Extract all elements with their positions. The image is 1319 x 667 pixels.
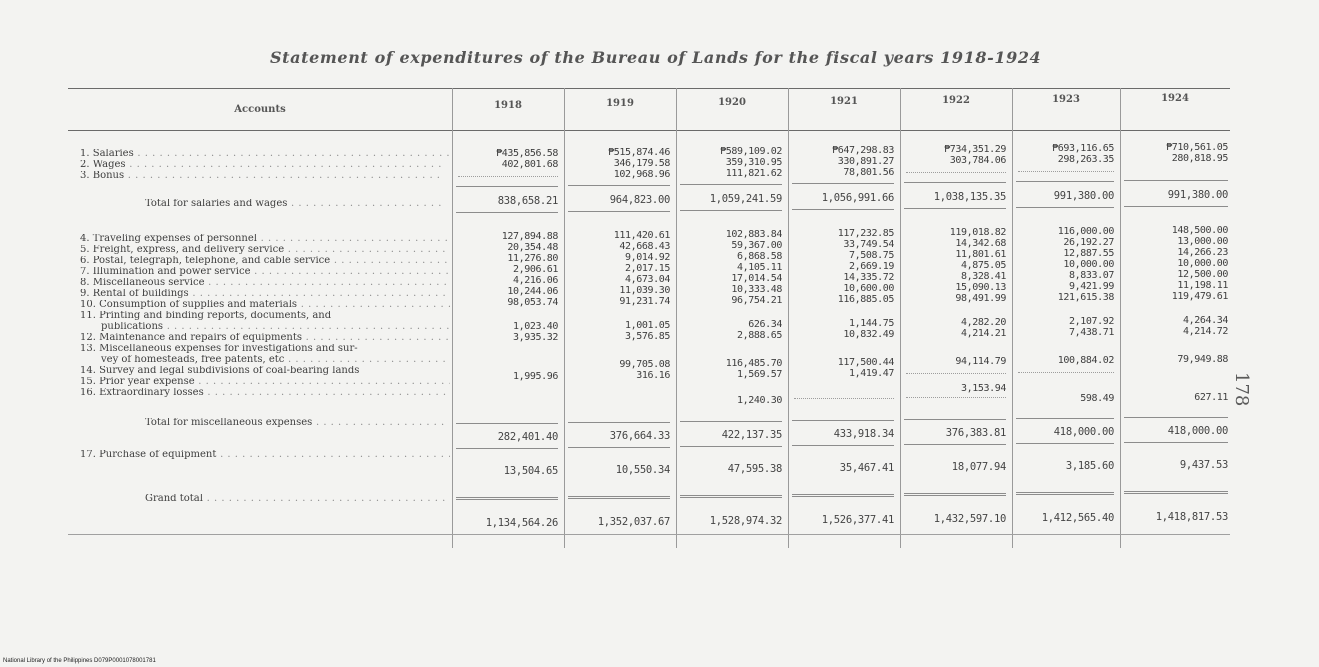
cell-printing: 1,001.05 xyxy=(625,320,670,331)
subtotal-rule xyxy=(456,448,558,449)
cell-freight: 20,354.48 xyxy=(507,242,558,253)
cell-rental: 9,421.99 xyxy=(1069,281,1114,292)
grand-total-label: Grand total . . . xyxy=(145,494,445,504)
page-number: 178 xyxy=(1231,372,1252,407)
subtotal-rule xyxy=(568,496,670,497)
cell-freight: 33,749.54 xyxy=(843,239,894,250)
cell-wages: 280,818.95 xyxy=(1171,153,1228,164)
account-label-maintenance: 12. Maintenance and repairs of equipments . . . xyxy=(80,333,450,343)
subtotal-rule xyxy=(792,209,894,210)
cell-travel: 148,500.00 xyxy=(1171,225,1228,236)
cell-survey: 1,995.96 xyxy=(513,371,558,382)
cell-rental: 15,090.13 xyxy=(955,282,1006,293)
cell-empty-rule xyxy=(458,176,558,177)
cell-prior-year: 627.11 xyxy=(1194,392,1228,403)
cell-empty-rule xyxy=(906,172,1006,173)
account-label-salaries: 1. Salaries . . . xyxy=(80,149,450,159)
subtotal-rule xyxy=(1016,181,1114,182)
footer-text: National Library of the Philippines D079P0001078001781 xyxy=(3,658,156,664)
cell-travel: 111,420.61 xyxy=(613,230,670,241)
cell-total-misc: 418,000.00 xyxy=(1167,425,1228,437)
cell-supplies: 119,479.61 xyxy=(1171,291,1228,302)
subtotal-rule xyxy=(1016,492,1114,493)
subtotal-rule xyxy=(1124,442,1228,443)
subtotal-rule xyxy=(1124,180,1228,181)
cell-total-salaries: 964,823.00 xyxy=(609,194,670,206)
subtotal-rule xyxy=(1016,443,1114,444)
subtotal-rule xyxy=(456,212,558,213)
subtotal-rule xyxy=(904,182,1006,183)
cell-total-salaries: 1,038,135.35 xyxy=(933,191,1006,203)
cell-printing: 2,107.92 xyxy=(1069,316,1114,327)
subtotal-rule xyxy=(680,184,782,185)
cell-travel: 102,883.84 xyxy=(725,229,782,240)
cell-investigations: 116,485.70 xyxy=(725,358,782,369)
cell-illumination: 10,000.00 xyxy=(1177,258,1228,269)
subtotal-rule xyxy=(1016,418,1114,419)
cell-freight: 42,668.43 xyxy=(619,241,670,252)
total-misc-label: Total for miscellaneous expenses . . . xyxy=(145,418,445,428)
account-label-supplies: 10. Consumption of supplies and materials . . . xyxy=(80,300,450,310)
cell-equipment: 10,550.34 xyxy=(615,464,670,476)
account-label-misc-service: 8. Miscellaneous service . . . xyxy=(80,278,450,288)
cell-survey: 1,569.57 xyxy=(737,369,782,380)
cell-supplies: 98,491.99 xyxy=(955,293,1006,304)
cell-total-salaries: 991,380.00 xyxy=(1053,190,1114,202)
cell-total-salaries: 1,059,241.59 xyxy=(709,193,782,205)
header-bottom-rule xyxy=(68,130,1230,131)
cell-postal: 7,508.75 xyxy=(849,250,894,261)
cell-misc-service: 17,014.54 xyxy=(731,273,782,284)
account-label-illumination: 7. Illumination and power service . . . xyxy=(80,267,450,277)
account-label-survey: 14. Survey and legal subdivisions of coal-bearing lands xyxy=(80,366,360,376)
cell-empty-rule xyxy=(1018,171,1114,172)
cell-investigations: 94,114.79 xyxy=(955,356,1006,367)
subtotal-rule xyxy=(456,423,558,424)
cell-illumination: 10,000.00 xyxy=(1063,259,1114,270)
subtotal-rule xyxy=(680,495,782,496)
cell-travel: 117,232.85 xyxy=(837,228,894,239)
account-label-prior-year: 15. Prior year expense . . . xyxy=(80,377,450,387)
cell-empty-rule xyxy=(906,397,1006,398)
cell-maintenance: 2,888.65 xyxy=(737,330,782,341)
subtotal-rule xyxy=(456,497,558,498)
cell-supplies: 116,885.05 xyxy=(837,294,894,305)
cell-illumination: 4,105.11 xyxy=(737,262,782,273)
cell-empty-rule xyxy=(906,373,1006,374)
subtotal-rule xyxy=(792,420,894,421)
cell-travel: 116,000.00 xyxy=(1057,226,1114,237)
cell-salaries: ₱647,298.83 xyxy=(832,145,894,156)
cell-misc-service: 14,335.72 xyxy=(843,272,894,283)
subtotal-rule xyxy=(568,498,670,499)
cell-wages: 402,801.68 xyxy=(501,159,558,170)
account-label-rental: 9. Rental of buildings . . . xyxy=(80,289,450,299)
cell-maintenance: 4,214.21 xyxy=(961,328,1006,339)
document-title: Statement of expenditures of the Bureau of Lands for the fiscal years 1918-1924 xyxy=(270,48,1042,67)
cell-supplies: 96,754.21 xyxy=(731,295,782,306)
cell-equipment: 13,504.65 xyxy=(503,465,558,477)
cell-rental: 10,333.48 xyxy=(731,284,782,295)
cell-wages: 303,784.06 xyxy=(949,155,1006,166)
cell-salaries: ₱589,109.02 xyxy=(720,146,782,157)
cell-survey: 1,419.47 xyxy=(849,368,894,379)
cell-illumination: 2,669.19 xyxy=(849,261,894,272)
cell-total-misc: 282,401.40 xyxy=(497,431,558,443)
header-year: 1919 xyxy=(606,98,634,109)
cell-postal: 14,266.23 xyxy=(1177,247,1228,258)
subtotal-rule xyxy=(568,447,670,448)
cell-equipment: 35,467.41 xyxy=(839,462,894,474)
header-year: 1921 xyxy=(830,96,858,107)
column-divider xyxy=(452,88,453,548)
account-label-investigations: 13. Miscellaneous expenses for investigations and sur- xyxy=(80,344,358,354)
cell-travel: 127,894.88 xyxy=(501,231,558,242)
cell-freight: 59,367.00 xyxy=(731,240,782,251)
cell-total-misc: 418,000.00 xyxy=(1053,426,1114,438)
cell-prior-year: 3,153.94 xyxy=(961,383,1006,394)
account-label-extraordinary: 16. Extraordinary losses . . . xyxy=(80,388,450,398)
cell-wages: 359,310.95 xyxy=(725,157,782,168)
table-bottom-rule xyxy=(68,534,1230,535)
subtotal-rule xyxy=(680,497,782,498)
cell-postal: 11,801.61 xyxy=(955,249,1006,260)
cell-maintenance: 10,832.49 xyxy=(843,329,894,340)
cell-salaries: ₱693,116.65 xyxy=(1052,143,1114,154)
cell-total-salaries: 838,658.21 xyxy=(497,195,558,207)
cell-total-misc: 376,383.81 xyxy=(945,427,1006,439)
cell-grand-total: 1,418,817.53 xyxy=(1155,511,1228,523)
header-year: 1923 xyxy=(1052,94,1080,105)
subtotal-rule xyxy=(456,186,558,187)
cell-rental: 10,244.06 xyxy=(507,286,558,297)
cell-total-misc: 422,137.35 xyxy=(721,429,782,441)
cell-freight: 13,000.00 xyxy=(1177,236,1228,247)
cell-printing: 1,144.75 xyxy=(849,318,894,329)
subtotal-rule xyxy=(792,445,894,446)
cell-bonus: 111,821.62 xyxy=(725,168,782,179)
subtotal-rule xyxy=(680,446,782,447)
cell-maintenance: 3,576.85 xyxy=(625,331,670,342)
cell-investigations: 100,884.02 xyxy=(1057,355,1114,366)
account-label-traveling: 4. Traveling expenses of personnel . . . xyxy=(80,234,450,244)
cell-investigations: 99,705.08 xyxy=(619,359,670,370)
subtotal-rule xyxy=(904,495,1006,496)
cell-misc-service: 4,673.04 xyxy=(625,274,670,285)
cell-prior-year: 598.49 xyxy=(1080,393,1114,404)
column-divider xyxy=(1012,88,1013,548)
subtotal-rule xyxy=(904,493,1006,494)
subtotal-rule xyxy=(568,185,670,186)
account-label-printing-cont: publications . . . xyxy=(80,322,450,332)
cell-printing: 1,023.40 xyxy=(513,321,558,332)
header-year: 1918 xyxy=(494,100,522,111)
cell-rental: 10,600.00 xyxy=(843,283,894,294)
account-label-freight: 5. Freight, express, and delivery service . . . xyxy=(80,245,450,255)
cell-misc-service: 8,328.41 xyxy=(961,271,1006,282)
cell-total-salaries: 1,056,991.66 xyxy=(821,192,894,204)
header-year: 1924 xyxy=(1161,93,1189,104)
cell-investigations: 79,949.88 xyxy=(1177,354,1228,365)
cell-wages: 298,263.35 xyxy=(1057,154,1114,165)
cell-empty-rule xyxy=(794,398,894,399)
cell-grand-total: 1,134,564.26 xyxy=(485,517,558,529)
cell-equipment: 18,077.94 xyxy=(951,461,1006,473)
cell-misc-service: 4,216.06 xyxy=(513,275,558,286)
cell-maintenance: 3,935.32 xyxy=(513,332,558,343)
cell-grand-total: 1,526,377.41 xyxy=(821,514,894,526)
cell-supplies: 98,053.74 xyxy=(507,297,558,308)
cell-wages: 330,891.27 xyxy=(837,156,894,167)
account-label-bonus: 3. Bonus . . . xyxy=(80,171,450,181)
subtotal-rule xyxy=(1016,494,1114,495)
cell-illumination: 2,017.15 xyxy=(625,263,670,274)
cell-printing: 4,264.34 xyxy=(1183,315,1228,326)
cell-postal: 11,276.80 xyxy=(507,253,558,264)
header-accounts: Accounts xyxy=(234,104,286,115)
column-divider xyxy=(788,88,789,548)
cell-supplies: 91,231.74 xyxy=(619,296,670,307)
subtotal-rule xyxy=(1016,207,1114,208)
cell-extraordinary: 1,240.30 xyxy=(737,395,782,406)
cell-illumination: 4,875.05 xyxy=(961,260,1006,271)
cell-total-misc: 433,918.34 xyxy=(833,428,894,440)
cell-rental: 11,198.11 xyxy=(1177,280,1228,291)
cell-misc-service: 8,833.07 xyxy=(1069,270,1114,281)
subtotal-rule xyxy=(792,494,894,495)
column-divider xyxy=(564,88,565,548)
subtotal-rule xyxy=(904,208,1006,209)
cell-maintenance: 7,438.71 xyxy=(1069,327,1114,338)
cell-postal: 12,887.55 xyxy=(1063,248,1114,259)
cell-survey: 316.16 xyxy=(636,370,670,381)
column-divider xyxy=(1120,88,1121,548)
cell-freight: 14,342.68 xyxy=(955,238,1006,249)
header-year: 1922 xyxy=(942,95,970,106)
subtotal-rule xyxy=(904,419,1006,420)
subtotal-rule xyxy=(568,211,670,212)
table-top-rule xyxy=(68,88,1230,89)
cell-maintenance: 4,214.72 xyxy=(1183,326,1228,337)
cell-salaries: ₱515,874.46 xyxy=(608,147,670,158)
cell-empty-rule xyxy=(1018,372,1114,373)
account-label-equipment: 17. Purchase of equipment . . . xyxy=(80,450,450,460)
account-label-printing: 11. Printing and binding reports, documents, and xyxy=(80,311,332,321)
cell-postal: 6,868.58 xyxy=(737,251,782,262)
cell-wages: 346,179.58 xyxy=(613,158,670,169)
cell-grand-total: 1,412,565.40 xyxy=(1041,512,1114,524)
cell-grand-total: 1,352,037.67 xyxy=(597,516,670,528)
cell-printing: 626.34 xyxy=(748,319,782,330)
cell-supplies: 121,615.38 xyxy=(1057,292,1114,303)
cell-total-salaries: 991,380.00 xyxy=(1167,189,1228,201)
account-label-wages: 2. Wages . . . xyxy=(80,160,450,170)
subtotal-rule xyxy=(456,499,558,500)
column-divider xyxy=(900,88,901,548)
subtotal-rule xyxy=(568,422,670,423)
cell-illumination: 2,906.61 xyxy=(513,264,558,275)
cell-equipment: 9,437.53 xyxy=(1179,459,1228,471)
cell-grand-total: 1,528,974.32 xyxy=(709,515,782,527)
cell-misc-service: 12,500.00 xyxy=(1177,269,1228,280)
subtotal-rule xyxy=(1124,491,1228,492)
subtotal-rule xyxy=(1124,493,1228,494)
subtotal-rule xyxy=(792,496,894,497)
subtotal-rule xyxy=(904,444,1006,445)
cell-travel: 119,018.82 xyxy=(949,227,1006,238)
account-label-investigations-cont: vey of homesteads, free patents, etc . . . xyxy=(80,355,450,365)
cell-bonus: 78,801.56 xyxy=(843,167,894,178)
account-label-postal: 6. Postal, telegraph, telephone, and cable service . . . xyxy=(80,256,450,266)
subtotal-rule xyxy=(1124,206,1228,207)
subtotal-rule xyxy=(680,421,782,422)
cell-salaries: ₱710,561.05 xyxy=(1166,142,1228,153)
cell-rental: 11,039.30 xyxy=(619,285,670,296)
subtotal-rule xyxy=(680,210,782,211)
cell-equipment: 47,595.38 xyxy=(727,463,782,475)
cell-freight: 26,192.27 xyxy=(1063,237,1114,248)
cell-bonus: 102,968.96 xyxy=(613,169,670,180)
cell-investigations: 117,500.44 xyxy=(837,357,894,368)
column-divider xyxy=(676,88,677,548)
cell-postal: 9,014.92 xyxy=(625,252,670,263)
subtotal-rule xyxy=(792,183,894,184)
cell-salaries: ₱734,351.29 xyxy=(944,144,1006,155)
subtotal-rule xyxy=(1124,417,1228,418)
cell-salaries: ₱435,856.58 xyxy=(496,148,558,159)
cell-equipment: 3,185.60 xyxy=(1065,460,1114,472)
header-year: 1920 xyxy=(718,97,746,108)
total-salaries-label: Total for salaries and wages . . . xyxy=(145,199,445,209)
cell-grand-total: 1,432,597.10 xyxy=(933,513,1006,525)
cell-printing: 4,282.20 xyxy=(961,317,1006,328)
cell-total-misc: 376,664.33 xyxy=(609,430,670,442)
